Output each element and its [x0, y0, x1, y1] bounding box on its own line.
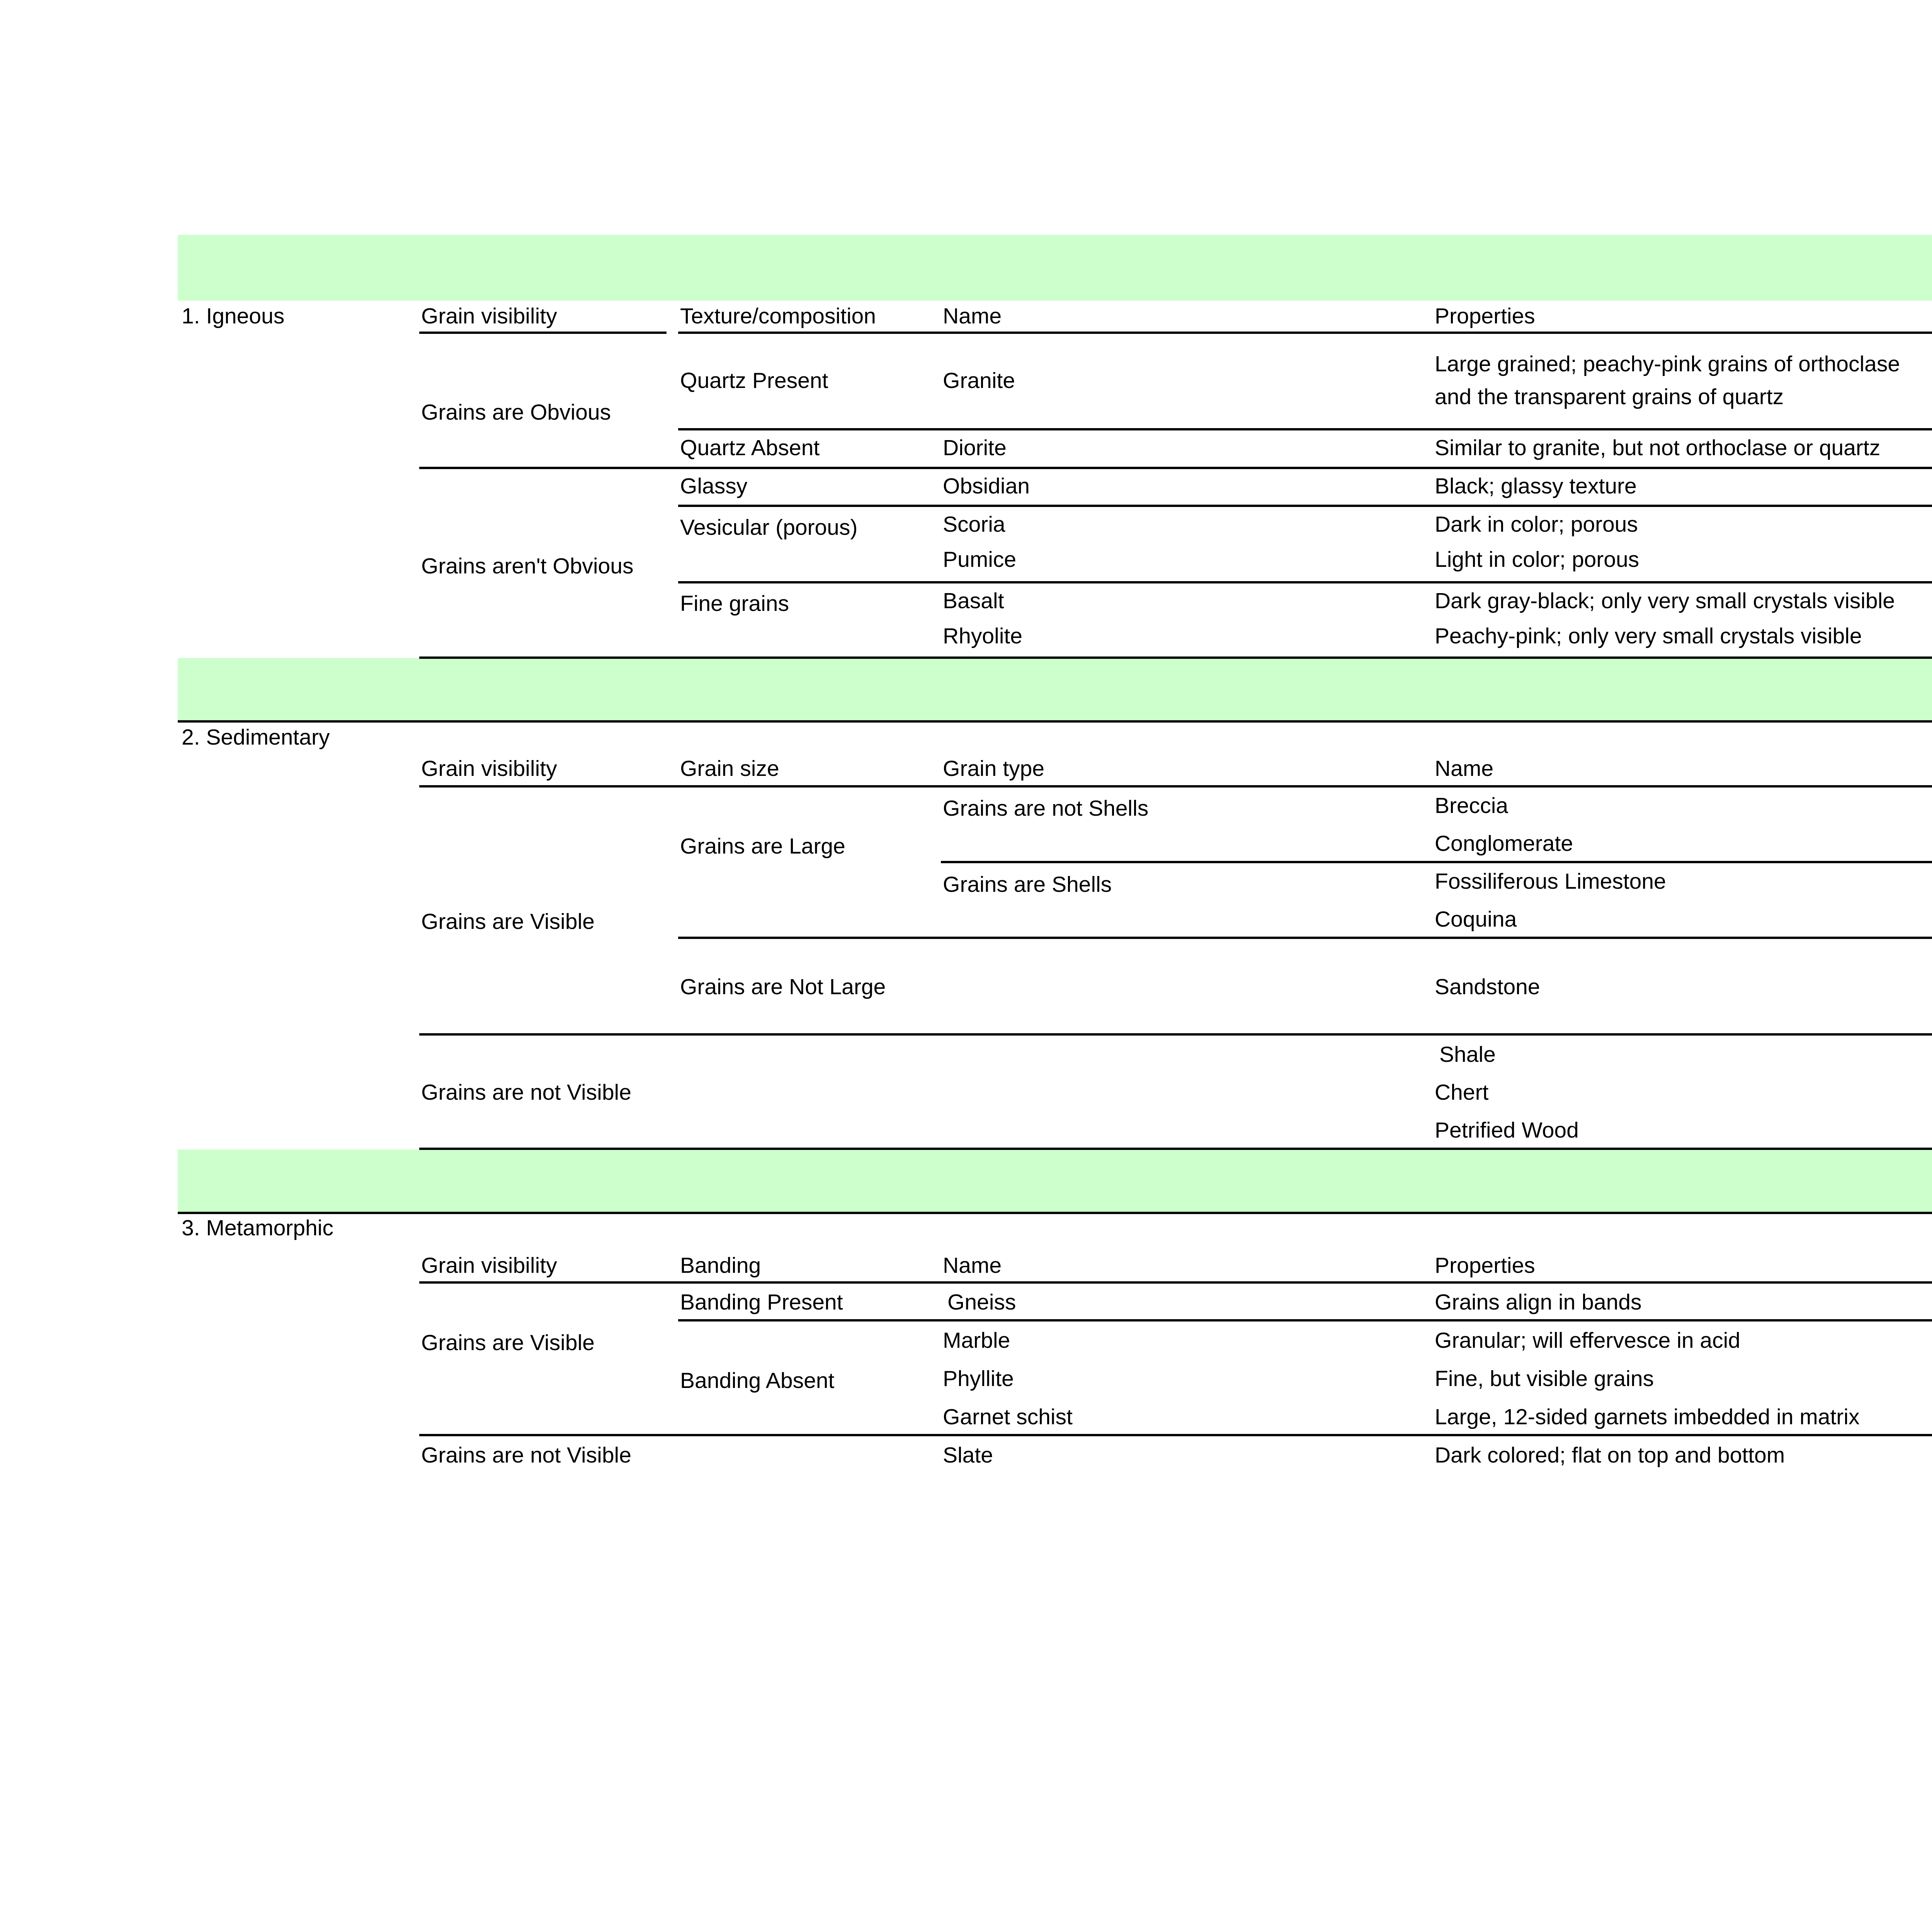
igneous-header-grain-visibility: Grain visibility — [421, 304, 557, 328]
metamorphic-header-banding: Banding — [680, 1253, 761, 1278]
igneous-granite-prop-line2: and the transparent grains of quartz — [1435, 384, 1784, 409]
metamorphic-rule — [419, 1434, 1932, 1436]
metamorphic-header-grain-visibility: Grain visibility — [421, 1253, 557, 1278]
sedimentary-sandstone-name: Sandstone — [1435, 975, 1540, 999]
sedimentary-coquina-name: Coquina — [1435, 907, 1517, 932]
sedimentary-rule — [419, 1148, 1932, 1150]
metamorphic-marble-prop: Granular; will effervesce in acid — [1435, 1328, 1740, 1353]
sedimentary-header-name: Name — [1435, 756, 1494, 781]
sedimentary-chert-name: Chert — [1435, 1080, 1489, 1105]
metamorphic-gneiss-prop: Grains align in bands — [1435, 1290, 1642, 1315]
igneous-obsidian-prop: Black; glassy texture — [1435, 474, 1637, 498]
igneous-title: 1. Igneous — [182, 304, 285, 328]
igneous-obsidian-name: Obsidian — [943, 474, 1030, 498]
sedimentary-grains-not-large: Grains are Not Large — [680, 975, 886, 999]
sedimentary-petrified-name: Petrified Wood — [1435, 1118, 1579, 1143]
igneous-diorite-name: Diorite — [943, 435, 1007, 460]
igneous-grains-obvious: Grains are Obvious — [421, 400, 611, 425]
metamorphic-rule — [419, 1281, 1932, 1284]
sedimentary-header-grain-visibility: Grain visibility — [421, 756, 557, 781]
igneous-granite-prop-line1: Large grained; peachy-pink grains of orthoclase — [1435, 352, 1900, 376]
igneous-rhyolite-prop: Peachy-pink; only very small crystals visible — [1435, 624, 1862, 648]
igneous-rule — [678, 428, 1932, 430]
sedimentary-grains-not-shells: Grains are not Shells — [943, 796, 1149, 821]
igneous-quartz-absent: Quartz Absent — [680, 435, 820, 460]
metamorphic-phyllite-name: Phyllite — [943, 1366, 1014, 1391]
igneous-rule — [678, 505, 1932, 507]
igneous-basalt-prop: Dark gray-black; only very small crystals visible — [1435, 588, 1895, 613]
igneous-header-texture: Texture/composition — [680, 304, 876, 328]
sedimentary-breccia-name: Breccia — [1435, 793, 1509, 818]
igneous-diorite-prop: Similar to granite, but not orthoclase or quartz — [1435, 435, 1881, 460]
igneous-rule — [678, 332, 1932, 334]
metamorphic-garnet-prop: Large, 12-sided garnets imbedded in matrix — [1435, 1405, 1860, 1429]
sedimentary-grains-not-visible: Grains are not Visible — [421, 1080, 631, 1105]
sedimentary-rule — [678, 937, 1932, 939]
metamorphic-garnet-name: Garnet schist — [943, 1405, 1073, 1429]
igneous-glassy: Glassy — [680, 474, 748, 498]
igneous-scoria-name: Scoria — [943, 512, 1005, 537]
igneous-grains-not-obvious: Grains aren't Obvious — [421, 554, 634, 578]
metamorphic-banding-absent: Banding Absent — [680, 1368, 835, 1393]
sedimentary-grains-large: Grains are Large — [680, 834, 845, 859]
igneous-quartz-present: Quartz Present — [680, 368, 828, 393]
igneous-rule — [419, 467, 1932, 469]
metamorphic-grains-not-visible: Grains are not Visible — [421, 1443, 631, 1468]
metamorphic-banding-present: Banding Present — [680, 1290, 843, 1315]
sedimentary-header-grain-size: Grain size — [680, 756, 779, 781]
igneous-vesicular: Vesicular (porous) — [680, 515, 858, 540]
igneous-granite-name: Granite — [943, 368, 1015, 393]
sedimentary-title: 2. Sedimentary — [182, 725, 330, 750]
igneous-pumice-prop: Light in color; porous — [1435, 547, 1639, 572]
igneous-basalt-name: Basalt — [943, 588, 1004, 613]
metamorphic-header-properties: Properties — [1435, 1253, 1535, 1278]
sedimentary-rule — [419, 1033, 1932, 1036]
sedimentary-grains-visible: Grains are Visible — [421, 909, 595, 934]
metamorphic-rule — [678, 1319, 1932, 1321]
sedimentary-grains-shells: Grains are Shells — [943, 872, 1112, 897]
sedimentary-fossiliferous-name: Fossiliferous Limestone — [1435, 869, 1666, 894]
metamorphic-slate-prop: Dark colored; flat on top and bottom — [1435, 1443, 1785, 1468]
igneous-header-name: Name — [943, 304, 1002, 328]
metamorphic-band — [178, 1150, 1932, 1213]
sedimentary-rule — [178, 720, 1932, 723]
sedimentary-band — [178, 658, 1932, 721]
igneous-scoria-prop: Dark in color; porous — [1435, 512, 1638, 537]
igneous-rule — [419, 332, 667, 334]
metamorphic-gneiss-name: Gneiss — [947, 1290, 1016, 1315]
metamorphic-marble-name: Marble — [943, 1328, 1010, 1353]
metamorphic-slate-name: Slate — [943, 1443, 993, 1468]
metamorphic-rule — [178, 1212, 1932, 1214]
sedimentary-rule — [419, 785, 1932, 787]
igneous-header-properties: Properties — [1435, 304, 1535, 328]
metamorphic-title: 3. Metamorphic — [182, 1216, 333, 1240]
sedimentary-conglomerate-name: Conglomerate — [1435, 831, 1573, 856]
igneous-rhyolite-name: Rhyolite — [943, 624, 1022, 648]
sedimentary-header-grain-type: Grain type — [943, 756, 1044, 781]
igneous-rule — [419, 656, 1932, 659]
metamorphic-phyllite-prop: Fine, but visible grains — [1435, 1366, 1654, 1391]
igneous-band — [178, 235, 1932, 301]
igneous-rule — [678, 581, 1932, 583]
igneous-pumice-name: Pumice — [943, 547, 1017, 572]
sedimentary-rule — [941, 861, 1932, 863]
sedimentary-shale-name: Shale — [1439, 1042, 1496, 1067]
metamorphic-grains-visible: Grains are Visible — [421, 1330, 595, 1355]
metamorphic-header-name: Name — [943, 1253, 1002, 1278]
igneous-fine-grains: Fine grains — [680, 591, 789, 616]
